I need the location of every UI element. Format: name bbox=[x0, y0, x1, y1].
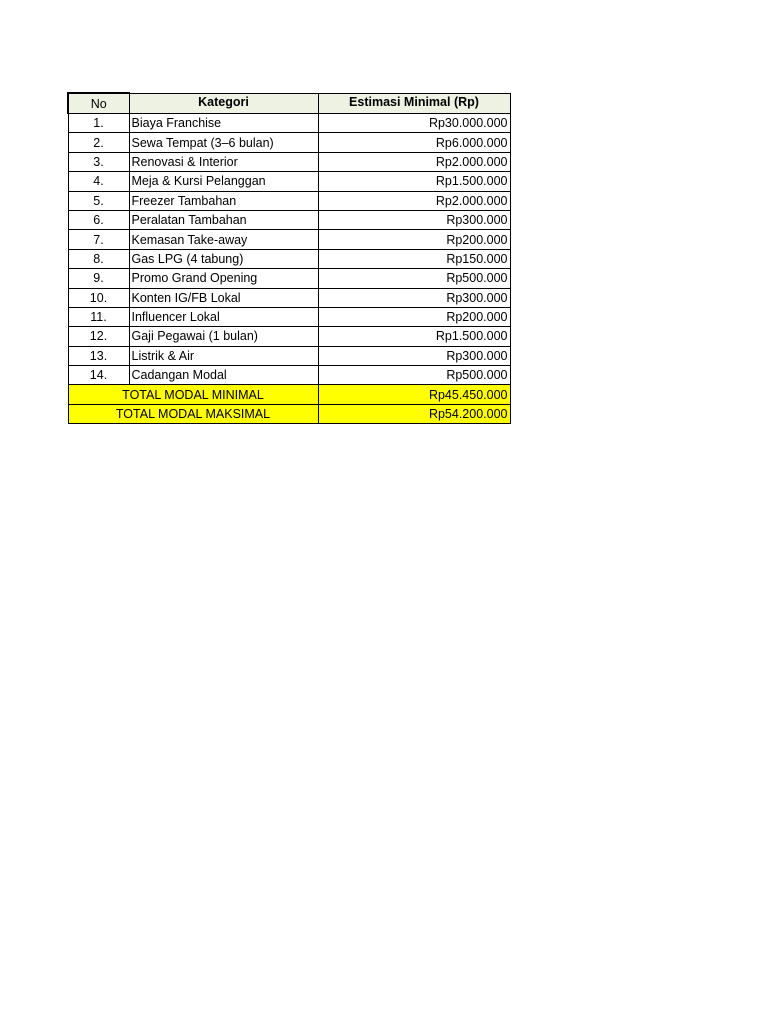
cell-estimasi[interactable]: Rp6.000.000 bbox=[318, 133, 510, 152]
cell-no[interactable]: 5. bbox=[68, 191, 129, 210]
table-row bbox=[68, 346, 510, 365]
table-row bbox=[68, 269, 510, 288]
cell-no[interactable]: 6. bbox=[68, 210, 129, 229]
cell-no[interactable]: 9. bbox=[68, 269, 129, 288]
table-row bbox=[68, 210, 510, 229]
cell-no[interactable]: 10. bbox=[68, 288, 129, 307]
cell-no[interactable]: 13. bbox=[68, 346, 129, 365]
table-row bbox=[68, 152, 510, 171]
total-minimal-label[interactable]: TOTAL MODAL MINIMAL bbox=[68, 385, 318, 404]
table-row bbox=[68, 249, 510, 268]
total-maksimal-label[interactable]: TOTAL MODAL MAKSIMAL bbox=[68, 404, 318, 423]
cell-kategori[interactable]: Konten IG/FB Lokal bbox=[129, 288, 318, 307]
table-row bbox=[68, 172, 510, 191]
table-row bbox=[68, 307, 510, 326]
header-row bbox=[68, 93, 510, 114]
cell-kategori[interactable]: Freezer Tambahan bbox=[129, 191, 318, 210]
total-row-minimal bbox=[68, 385, 510, 404]
cell-no[interactable]: 4. bbox=[68, 172, 129, 191]
table-row bbox=[68, 288, 510, 307]
cell-kategori[interactable]: Biaya Franchise bbox=[129, 114, 318, 133]
table-row bbox=[68, 114, 510, 133]
cell-no[interactable]: 11. bbox=[68, 307, 129, 326]
cell-kategori[interactable]: Listrik & Air bbox=[129, 346, 318, 365]
cell-estimasi[interactable]: Rp200.000 bbox=[318, 307, 510, 326]
cell-estimasi[interactable]: Rp500.000 bbox=[318, 366, 510, 385]
cell-estimasi[interactable]: Rp500.000 bbox=[318, 269, 510, 288]
header-estimasi[interactable]: Estimasi Minimal (Rp) bbox=[318, 93, 510, 114]
table-row bbox=[68, 327, 510, 346]
total-minimal-value[interactable]: Rp45.450.000 bbox=[318, 385, 510, 404]
cell-estimasi[interactable]: Rp2.000.000 bbox=[318, 152, 510, 171]
cell-estimasi[interactable]: Rp1.500.000 bbox=[318, 327, 510, 346]
cell-kategori[interactable]: Peralatan Tambahan bbox=[129, 210, 318, 229]
cell-no[interactable]: 2. bbox=[68, 133, 129, 152]
total-maksimal-value[interactable]: Rp54.200.000 bbox=[318, 404, 510, 423]
cell-no[interactable]: 7. bbox=[68, 230, 129, 249]
cell-kategori[interactable]: Sewa Tempat (3–6 bulan) bbox=[129, 133, 318, 152]
cell-estimasi[interactable]: Rp300.000 bbox=[318, 288, 510, 307]
cell-estimasi[interactable]: Rp300.000 bbox=[318, 346, 510, 365]
table-row bbox=[68, 191, 510, 210]
table-row bbox=[68, 133, 510, 152]
cell-no[interactable]: 14. bbox=[68, 366, 129, 385]
cell-estimasi[interactable]: Rp30.000.000 bbox=[318, 114, 510, 133]
total-row-maksimal bbox=[68, 404, 510, 423]
cell-estimasi[interactable]: Rp1.500.000 bbox=[318, 172, 510, 191]
cell-no[interactable]: 8. bbox=[68, 249, 129, 268]
cell-kategori[interactable]: Cadangan Modal bbox=[129, 366, 318, 385]
cell-no[interactable]: 1. bbox=[68, 114, 129, 133]
cell-estimasi[interactable]: Rp300.000 bbox=[318, 210, 510, 229]
cell-estimasi[interactable]: Rp2.000.000 bbox=[318, 191, 510, 210]
cell-kategori[interactable]: Renovasi & Interior bbox=[129, 152, 318, 171]
cell-kategori[interactable]: Influencer Lokal bbox=[129, 307, 318, 326]
cell-kategori[interactable]: Gas LPG (4 tabung) bbox=[129, 249, 318, 268]
budget-table bbox=[67, 92, 511, 424]
table-row bbox=[68, 366, 510, 385]
cell-kategori[interactable]: Kemasan Take-away bbox=[129, 230, 318, 249]
cell-no[interactable]: 12. bbox=[68, 327, 129, 346]
cell-estimasi[interactable]: Rp200.000 bbox=[318, 230, 510, 249]
cell-kategori[interactable]: Gaji Pegawai (1 bulan) bbox=[129, 327, 318, 346]
cell-kategori[interactable]: Meja & Kursi Pelanggan bbox=[129, 172, 318, 191]
header-no[interactable]: No bbox=[68, 93, 129, 114]
header-kategori[interactable]: Kategori bbox=[129, 93, 318, 114]
cell-estimasi[interactable]: Rp150.000 bbox=[318, 249, 510, 268]
cell-no[interactable]: 3. bbox=[68, 152, 129, 171]
cell-kategori[interactable]: Promo Grand Opening bbox=[129, 269, 318, 288]
table-row bbox=[68, 230, 510, 249]
